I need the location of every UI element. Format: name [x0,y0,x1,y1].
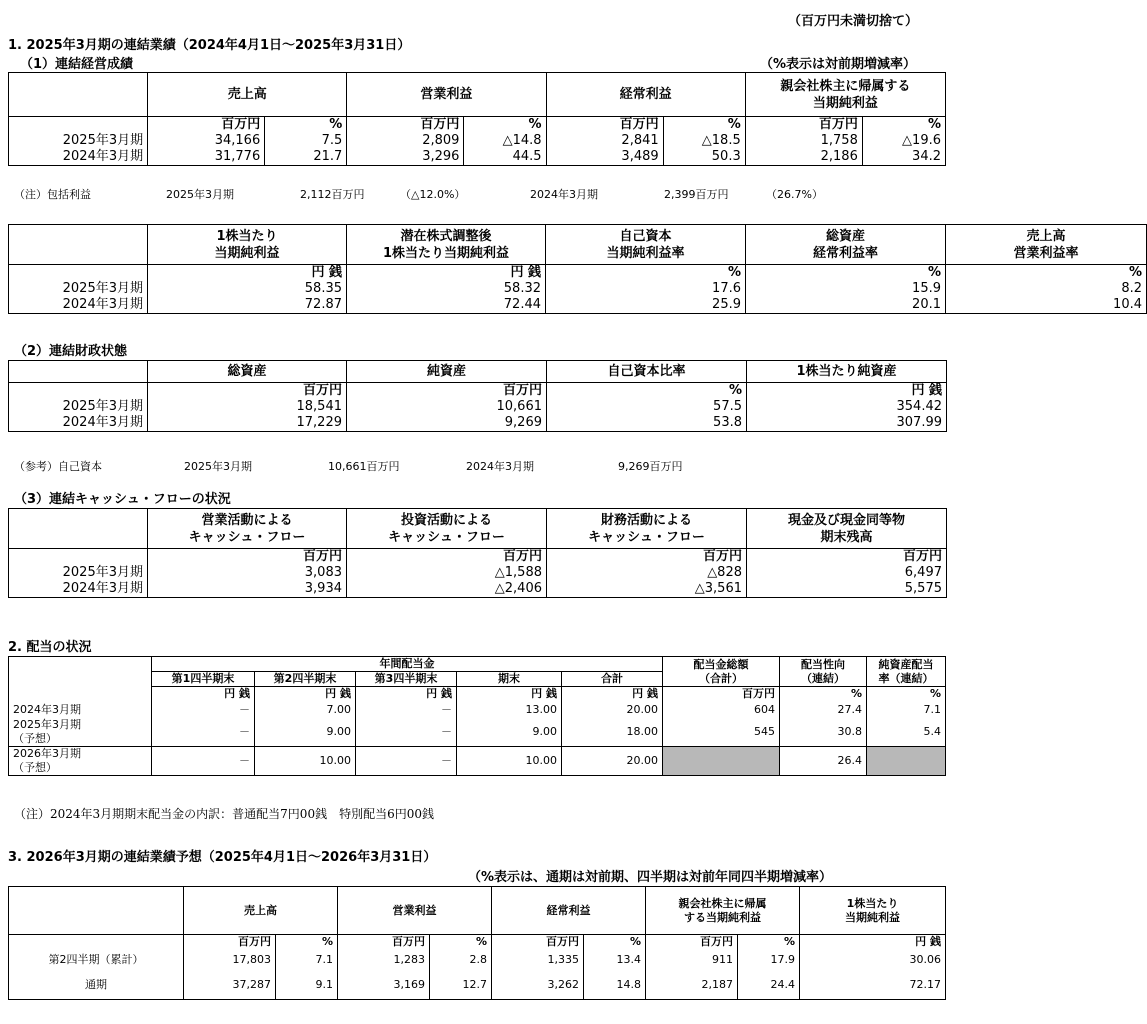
equity-reference-label: （参考）自己資本 [14,460,102,473]
value-cell: 7.00 [255,701,356,718]
value-cell: － [152,718,255,747]
value-cell: 20.1 [746,297,946,314]
subsection-cash-flows: （3）連結キャッシュ・フローの状況 [14,492,231,507]
value-cell: 307.99 [747,415,947,432]
value-cell: △828 [547,565,747,581]
unit-cell: % [780,687,867,702]
value-cell: 26.4 [780,747,867,776]
unit-cell: % [738,935,800,950]
value-cell: 18.00 [562,718,663,747]
value-cell: 72.87 [148,297,347,314]
unit-cell: 円 銭 [148,265,347,282]
value-cell: 10.00 [457,747,562,776]
note-value: 10,661百万円 [328,460,400,473]
value-cell: 12.7 [430,971,492,999]
value-cell: 21.7 [265,149,347,166]
unit-cell: 円 銭 [356,687,457,702]
value-cell: 3,262 [492,971,584,999]
header-doe: 純資産配当 率（連結） [867,657,946,687]
value-cell: 14.8 [584,971,646,999]
header-roe: 自己資本 当期純利益率 [546,225,746,265]
value-cell: 18,541 [148,399,347,415]
row-label: 2025年3月期 [9,281,148,297]
value-cell: 2,841 [546,133,663,149]
row-label: 2025年3月期 [9,133,148,149]
percent-note: （%表示は対前期増減率） [760,57,917,72]
header-financing-cf: 財務活動による キャッシュ・フロー [547,509,747,549]
unit-cell: % [547,383,747,400]
unit-cell: % [663,117,745,134]
table-row [9,133,946,149]
value-cell: 10.4 [946,297,1147,314]
header-total-dividends: 配当金総額 （合計） [663,657,780,687]
header-operating-income: 営業利益 [338,887,492,935]
subsection-operating-results: （1）連結経営成績 [20,57,134,72]
value-cell: △2,406 [347,581,547,598]
row-label: 2024年3月期 [9,415,148,432]
header-blank [9,73,148,117]
table-row [9,949,946,971]
section-2-heading: 2. 配当の状況 [8,640,92,655]
header-net-income: 親会社株主に帰属する 当期純利益 [745,73,945,117]
value-cell: 37,287 [184,971,276,999]
value-cell: 25.9 [546,297,746,314]
financial-position-table [8,360,947,432]
header-annual-dividend: 年間配当金 [152,657,663,672]
note-change: （26.7%） [766,188,823,201]
unit-cell: 円 銭 [347,265,546,282]
unit-cell: 百万円 [347,117,464,134]
value-cell: 13.00 [457,701,562,718]
table-row [9,971,946,999]
value-cell: 1,758 [745,133,862,149]
value-cell: 27.4 [780,701,867,718]
value-cell: 9,269 [347,415,547,432]
unit-cell: 百万円 [747,549,947,566]
units-blank [9,549,148,566]
header-operating-cf: 営業活動による キャッシュ・フロー [148,509,347,549]
unit-cell: % [746,265,946,282]
value-cell: 17,803 [184,949,276,971]
value-cell: 2,187 [646,971,738,999]
subsection-financial-position: （2）連結財政状態 [14,344,128,359]
header-net-sales: 売上高 [148,73,347,117]
table-row [9,415,947,432]
header-operating-income: 営業利益 [347,73,546,117]
header-roa: 総資産 経常利益率 [746,225,946,265]
value-cell: △19.6 [862,133,945,149]
value-cell: 24.4 [738,971,800,999]
operating-results-table [8,72,946,166]
unit-note: （百万円未満切捨て） [788,14,919,29]
unit-cell: % [464,117,546,134]
table-row [9,281,1147,297]
value-cell: 58.35 [148,281,347,297]
value-cell: 1,335 [492,949,584,971]
value-cell: 8.2 [946,281,1147,297]
value-cell: － [356,718,457,747]
note-change: （△12.0%） [400,188,466,201]
value-cell: 58.32 [347,281,546,297]
table-row [9,149,946,166]
unit-cell: 円 銭 [152,687,255,702]
row-label: 2024年3月期 [9,701,152,718]
unit-cell: 百万円 [148,383,347,400]
unit-cell: 円 銭 [255,687,356,702]
note-period: 2024年3月期 [530,188,598,201]
value-cell: 2,186 [745,149,862,166]
value-cell: 57.5 [547,399,747,415]
unit-cell: 百万円 [546,117,663,134]
value-cell: 7.1 [867,701,946,718]
value-cell: 20.00 [562,747,663,776]
unit-cell: 百万円 [184,935,276,950]
row-label: 2025年3月期 [9,565,148,581]
forecast-table [8,886,946,1000]
header-q2: 第2四半期末 [255,672,356,687]
cash-flow-table [8,508,947,598]
header-q1: 第1四半期末 [152,672,255,687]
header-total: 合計 [562,672,663,687]
value-cell: 2.8 [430,949,492,971]
value-cell: 3,083 [148,565,347,581]
value-cell: 9.00 [255,718,356,747]
row-label: 2024年3月期 [9,149,148,166]
value-cell: 50.3 [663,149,745,166]
unit-cell: % [867,687,946,702]
header-equity-ratio: 自己資本比率 [547,361,747,383]
unit-cell: 百万円 [745,117,862,134]
header-diluted-eps: 潜在株式調整後 1株当たり当期純利益 [347,225,546,265]
header-blank [9,361,148,383]
unit-cell: % [430,935,492,950]
value-cell: △3,561 [547,581,747,598]
value-cell: 10,661 [347,399,547,415]
header-net-sales: 売上高 [184,887,338,935]
header-ordinary-income: 経常利益 [546,73,745,117]
header-blank [9,887,184,935]
value-cell: 17.6 [546,281,746,297]
value-cell-shaded [867,747,946,776]
value-cell: 34.2 [862,149,945,166]
row-label: 2025年3月期 [9,399,148,415]
unit-cell: 円 銭 [562,687,663,702]
value-cell: 5.4 [867,718,946,747]
header-blank [9,657,152,687]
value-cell: 6,497 [747,565,947,581]
unit-cell: 百万円 [148,117,265,134]
value-cell: 13.4 [584,949,646,971]
table-row [9,701,946,718]
section-3-heading: 3. 2026年3月期の連結業績予想（2025年4月1日～2026年3月31日） [8,850,437,865]
value-cell: 17,229 [148,415,347,432]
value-cell: 604 [663,701,780,718]
unit-cell: 百万円 [338,935,430,950]
note-value: 2,112百万円 [300,188,365,201]
value-cell: 31,776 [148,149,265,166]
per-share-table [8,224,1147,314]
value-cell-shaded [663,747,780,776]
header-investing-cf: 投資活動による キャッシュ・フロー [347,509,547,549]
value-cell: 3,489 [546,149,663,166]
value-cell: － [152,701,255,718]
unit-cell: 百万円 [646,935,738,950]
unit-cell: 百万円 [663,687,780,702]
value-cell: △18.5 [663,133,745,149]
unit-cell: 百万円 [492,935,584,950]
header-blank [9,225,148,265]
header-eps: 1株当たり 当期純利益 [800,887,946,935]
value-cell: 3,169 [338,971,430,999]
header-cash-end: 現金及び現金同等物 期末残高 [747,509,947,549]
header-bps: 1株当たり純資産 [747,361,947,383]
comprehensive-income-label: （注）包括利益 [14,188,91,201]
header-blank [9,509,148,549]
units-blank [9,265,148,282]
note-period: 2025年3月期 [184,460,252,473]
unit-cell: % [946,265,1147,282]
unit-cell: % [584,935,646,950]
unit-cell: % [862,117,945,134]
units-blank [9,687,152,702]
section-1-heading: 1. 2025年3月期の連結業績（2024年4月1日～2025年3月31日） [8,38,411,53]
table-row [9,581,947,598]
dividend-note: （注）2024年3月期期末配当金の内訳：普通配当7円00銭 特別配当6円00銭 [14,807,434,821]
table-row [9,565,947,581]
units-blank [9,935,184,950]
unit-cell: % [546,265,746,282]
value-cell: △1,588 [347,565,547,581]
value-cell: 5,575 [747,581,947,598]
table-row [9,718,946,747]
row-label: 2025年3月期 （予想） [9,718,152,747]
row-label: 通期 [9,971,184,999]
value-cell: 17.9 [738,949,800,971]
header-operating-margin: 売上高 営業利益率 [946,225,1147,265]
note-value: 2,399百万円 [664,188,729,201]
unit-cell: 円 銭 [457,687,562,702]
header-total-assets: 総資産 [148,361,347,383]
table-row [9,399,947,415]
value-cell: 354.42 [747,399,947,415]
unit-cell: 百万円 [347,549,547,566]
unit-cell: % [276,935,338,950]
row-label: 2026年3月期 （予想） [9,747,152,776]
header-q3: 第3四半期末 [356,672,457,687]
header-year-end: 期末 [457,672,562,687]
unit-cell: 百万円 [347,383,547,400]
value-cell: 1,283 [338,949,430,971]
header-payout-ratio: 配当性向 （連結） [780,657,867,687]
unit-cell: % [265,117,347,134]
unit-cell: 百万円 [148,549,347,566]
value-cell: － [356,701,457,718]
note-value: 9,269百万円 [618,460,683,473]
value-cell: 10.00 [255,747,356,776]
value-cell: 3,296 [347,149,464,166]
value-cell: 20.00 [562,701,663,718]
value-cell: 15.9 [746,281,946,297]
note-period: 2025年3月期 [166,188,234,201]
value-cell: 545 [663,718,780,747]
value-cell: 72.44 [347,297,546,314]
header-eps: 1株当たり 当期純利益 [148,225,347,265]
units-blank [9,383,148,400]
forecast-percent-note: （%表示は、通期は対前期、四半期は対前年同四半期増減率） [468,870,833,885]
table-row [9,747,946,776]
value-cell: 7.5 [265,133,347,149]
note-period: 2024年3月期 [466,460,534,473]
value-cell: 9.1 [276,971,338,999]
value-cell: 53.8 [547,415,747,432]
value-cell: 44.5 [464,149,546,166]
header-ordinary-income: 経常利益 [492,887,646,935]
unit-cell: 円 銭 [747,383,947,400]
value-cell: 3,934 [148,581,347,598]
header-net-assets: 純資産 [347,361,547,383]
row-label: 第2四半期（累計） [9,949,184,971]
row-label: 2024年3月期 [9,581,148,598]
value-cell: 72.17 [800,971,946,999]
value-cell: － [356,747,457,776]
value-cell: 9.00 [457,718,562,747]
value-cell: 34,166 [148,133,265,149]
table-row [9,297,1147,314]
row-label: 2024年3月期 [9,297,148,314]
value-cell: 30.06 [800,949,946,971]
value-cell: 911 [646,949,738,971]
value-cell: 2,809 [347,133,464,149]
units-blank [9,117,148,134]
value-cell: 30.8 [780,718,867,747]
value-cell: － [152,747,255,776]
header-net-income: 親会社株主に帰属 する当期純利益 [646,887,800,935]
unit-cell: 百万円 [547,549,747,566]
value-cell: 7.1 [276,949,338,971]
unit-cell: 円 銭 [800,935,946,950]
value-cell: △14.8 [464,133,546,149]
dividends-table [8,656,946,776]
